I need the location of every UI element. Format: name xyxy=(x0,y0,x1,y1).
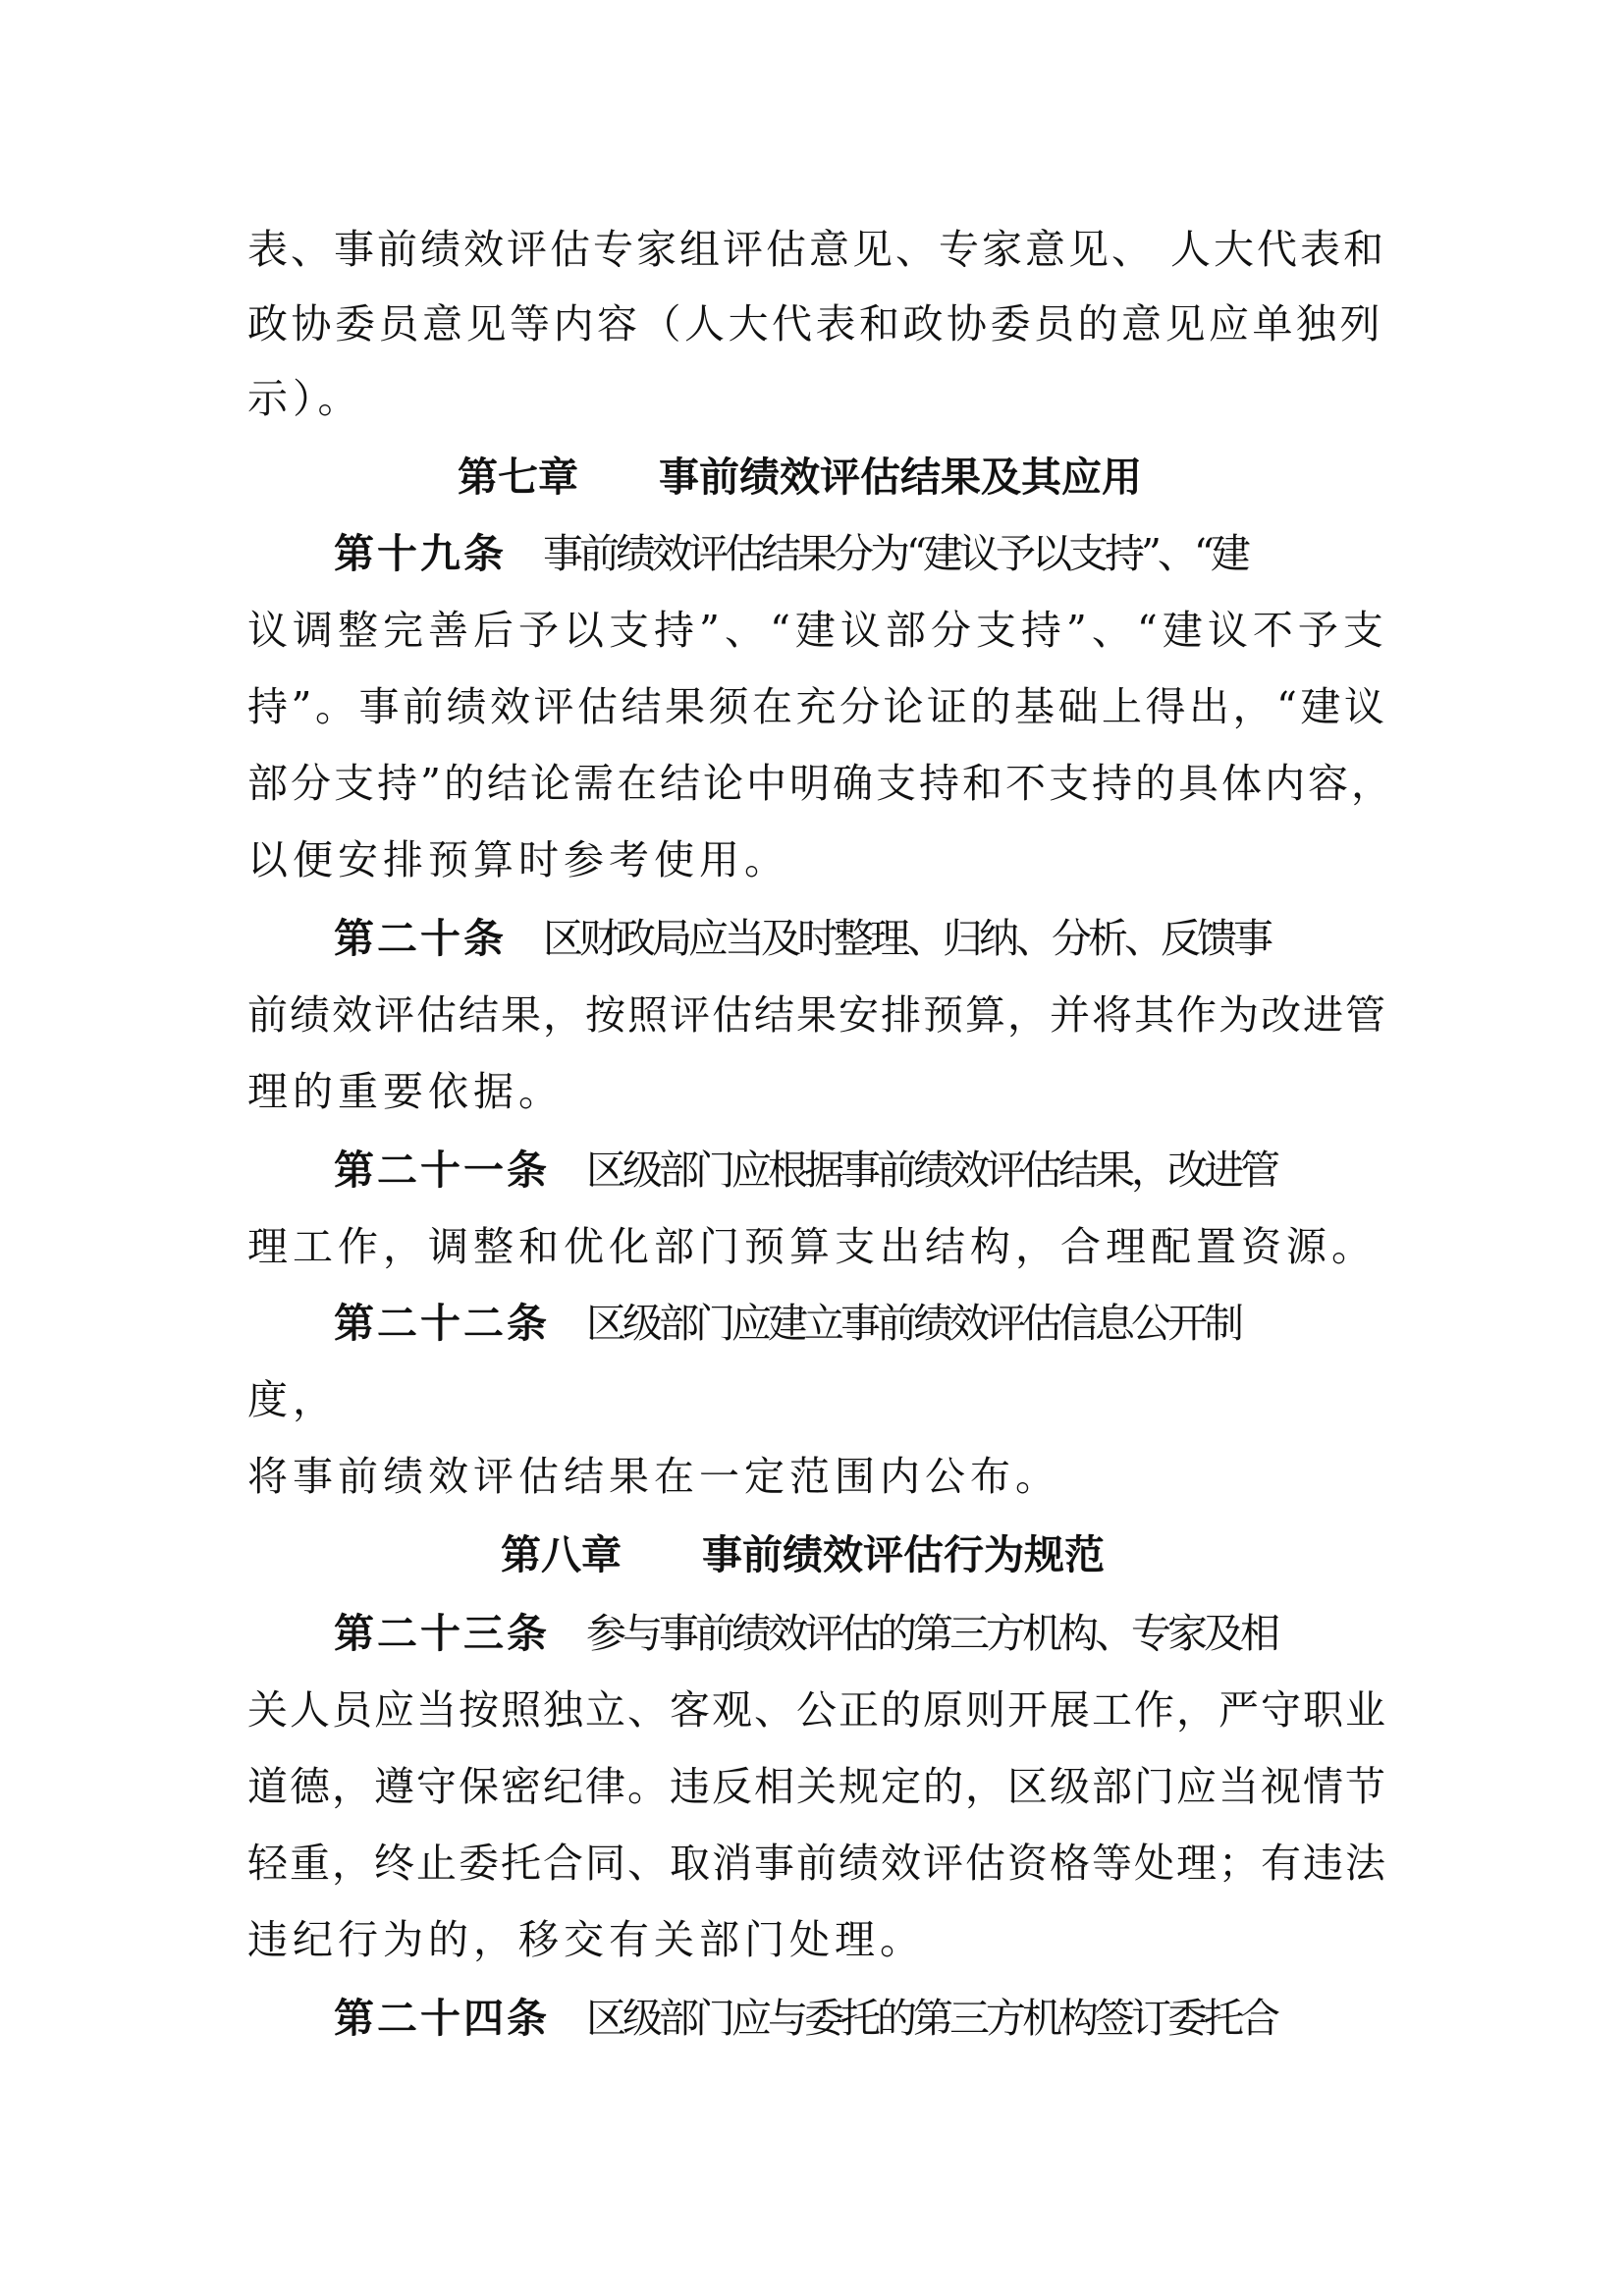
paragraph-line: 关人员应当按照独立、客观、公正的原则开展工作，严守职业 xyxy=(247,1686,1387,1734)
article-first-line xyxy=(334,1606,1473,1661)
chapter-number: 第七章 xyxy=(458,454,578,501)
article-first-line xyxy=(334,1296,1473,1351)
chapter-title: 事前绩效评估结果及其应用 xyxy=(659,454,1142,501)
article-label: 第二十条 xyxy=(334,915,507,962)
chapter-heading xyxy=(458,450,1142,505)
article-label: 第二十二条 xyxy=(334,1300,550,1347)
paragraph-line: 持”。事前绩效评估结果须在充分论证的基础上得出，“建议 xyxy=(247,683,1388,730)
chapter-number: 第八章 xyxy=(501,1531,622,1578)
article-first-line xyxy=(334,526,1473,581)
article-first-line xyxy=(334,1991,1473,2046)
paragraph-line: 以便安排预算时参考使用。 xyxy=(247,836,789,883)
paragraph-line: 政协委员意见等内容（人大代表和政协委员的意见应单独列 xyxy=(247,300,1383,347)
paragraph-line: 部分支持”的结论需在结论中明确支持和不支持的具体内容， xyxy=(247,760,1394,807)
paragraph-line: 前绩效评估结果，按照评估结果安排预算，并将其作为改进管 xyxy=(247,991,1387,1039)
paragraph-line: 度， xyxy=(247,1376,338,1423)
paragraph-line: 轻重，终止委托合同、取消事前绩效评估资格等处理；有违法 xyxy=(247,1840,1387,1887)
chapter-title: 事前绩效评估行为规范 xyxy=(702,1531,1105,1578)
paragraph-line: 理工作，调整和优化部门预算支出结构，合理配置资源。 xyxy=(247,1223,1377,1270)
paragraph-line: 表、事前绩效评估专家组评估意见、专家意见、 人大代表和 xyxy=(247,226,1387,273)
paragraph-line: 违纪行为的，移交有关部门处理。 xyxy=(247,1916,925,1963)
paragraph-line: 理的重要依据。 xyxy=(247,1068,564,1115)
paragraph-line: 示）。 xyxy=(247,375,363,422)
article-label: 第十九条 xyxy=(334,530,507,577)
article-text: 区级部门应建立事前绩效评估信息公开制 xyxy=(586,1300,1240,1347)
article-text: 区级部门应根据事前绩效评估结果，改进管 xyxy=(586,1147,1276,1194)
paragraph-line: 将事前绩效评估结果在一定范围内公布。 xyxy=(247,1453,1060,1500)
article-first-line xyxy=(334,1143,1473,1198)
article-text: 区财政局应当及时整理、归纳、分析、反馈事 xyxy=(543,915,1270,962)
paragraph-line: 议调整完善后予以支持”、“建议部分支持”、“建议不予支 xyxy=(247,607,1388,654)
paragraph-line: 道德，遵守保密纪律。违反相关规定的，区级部门应当视情节 xyxy=(247,1763,1387,1810)
article-first-line xyxy=(334,911,1473,966)
article-label: 第二十四条 xyxy=(334,1995,550,2042)
article-text: 参与事前绩效评估的第三方机构、专家及相 xyxy=(586,1610,1276,1657)
article-label: 第二十三条 xyxy=(334,1610,550,1657)
article-label: 第二十一条 xyxy=(334,1147,550,1194)
article-text: 区级部门应与委托的第三方机构签订委托合 xyxy=(586,1995,1276,2042)
chapter-heading xyxy=(501,1527,1105,1582)
article-text: 事前绩效评估结果分为“建议予以支持”、“建 xyxy=(543,530,1247,577)
